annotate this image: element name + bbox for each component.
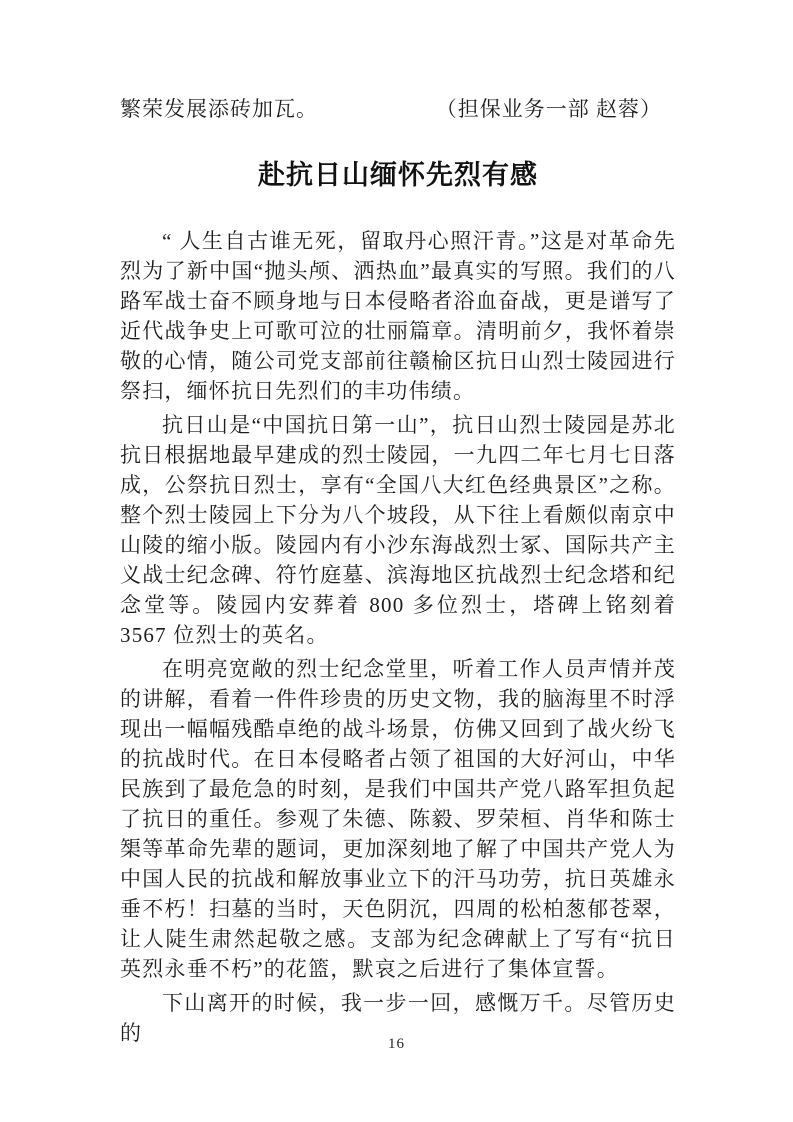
paragraph: 下山离开的时候，我一步一回，感慨万千。尽管历史的 [120, 991, 676, 1045]
page-number: 16 [388, 1036, 405, 1052]
article-body [120, 226, 676, 1048]
paragraph: 抗日山是“中国抗日第一山”，抗日山烈士陵园是苏北抗日根据地最早建成的烈士陵园，一九四二年七月七日落成，公祭抗日烈士，享有“全国八大红色经典景区”之称。整个烈士陵园上下分为八个坡段，从下往上看颇似南京中山陵的缩小版。陵园内有小沙东海战烈士冢、国际共产主义战士纪念碑、符竹庭墓、滨海地区抗战烈士纪念塔和纪念堂等。陵园内安葬着 800 多位烈士，塔碑上铭刻着 3567 位烈士的英名。 [120, 413, 676, 647]
header-left-text: 繁荣发展添砖加瓦。 [120, 97, 318, 121]
paragraph: 在明亮宽敞的烈士纪念堂里，听着工作人员声情并茂的讲解，看着一件件珍贵的历史文物，我的脑海里不时浮现出一幅幅残酷卓绝的战斗场景，仿佛又回到了战火纷飞的抗战时代。在日本侵略者占领了祖国的大好河山，中华民族到了最危急的时刻，是我们中国共产党八路军担负起了抗日的重任。参观了朱德、陈毅、罗荣桓、肖华和陈士榘等革命先辈的题词，更加深刻地了解了中国共产党人为中国人民的抗战和解放事业立下的汗马功劳，抗日英雄永垂不朽！扫墓的当时，天色阴沉，四周的松柏葱郁苍翠，让人陡生肃然起敬之感。支部为纪念碑献上了写有“抗日英烈永垂不朽”的花篮，默哀之后进行了集体宣誓。 [120, 657, 676, 981]
paragraph: “ 人生自古谁无死，留取丹心照汗青。”这是对革命先烈为了新中国“抛头颅、洒热血”最真实的写照。我们的八路军战士奋不顾身地与日本侵略者浴血奋战，更是谱写了近代战争史上可歌可泣的壮丽篇章。清明前夕，我怀着崇敬的心情，随公司党支部前往赣榆区抗日山烈士陵园进行祭扫，缅怀抗日先烈们的丰功伟绩。 [120, 229, 676, 403]
header-attribution: （担保业务一部 赵蓉） [435, 97, 662, 121]
text-block [120, 96, 676, 1052]
header-line [120, 96, 676, 122]
article-title: 赴抗日山缅怀先烈有感 [258, 160, 538, 190]
